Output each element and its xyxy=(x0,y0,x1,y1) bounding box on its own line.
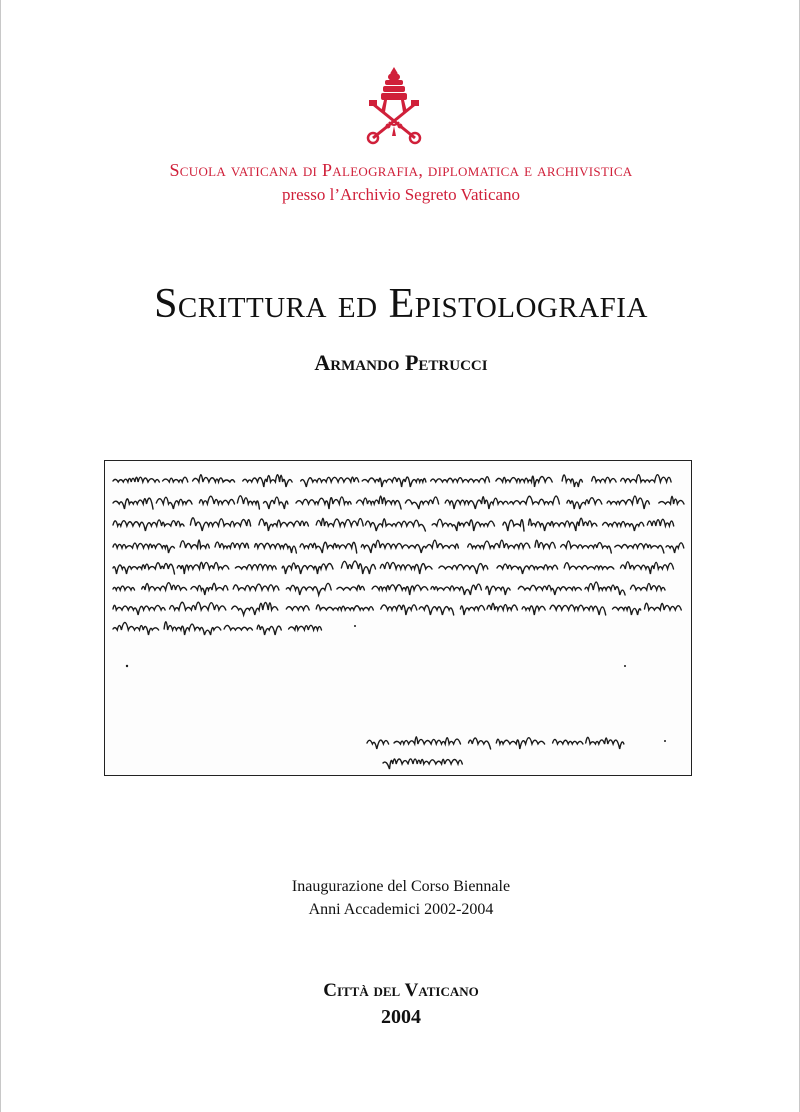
school-name: Scuola vaticana di Paleografia, diplomatica e archivistica xyxy=(169,160,633,180)
book-title: Scrittura ed Epistolografia xyxy=(154,281,648,327)
handwriting-icon xyxy=(105,461,692,776)
event-line-1: Inaugurazione del Corso Biennale xyxy=(291,878,511,895)
papal-emblem-icon xyxy=(359,66,429,146)
event-line-2: Anni Accademici 2002-2004 xyxy=(308,901,494,918)
publication-city: Città del Vaticano xyxy=(323,980,479,1001)
publication-year: 2004 xyxy=(381,1006,421,1028)
school-subtitle: presso l’Archivio Segreto Vaticano xyxy=(281,185,521,204)
manuscript-facsimile xyxy=(104,460,692,776)
book-author: Armando Petrucci xyxy=(314,350,488,375)
